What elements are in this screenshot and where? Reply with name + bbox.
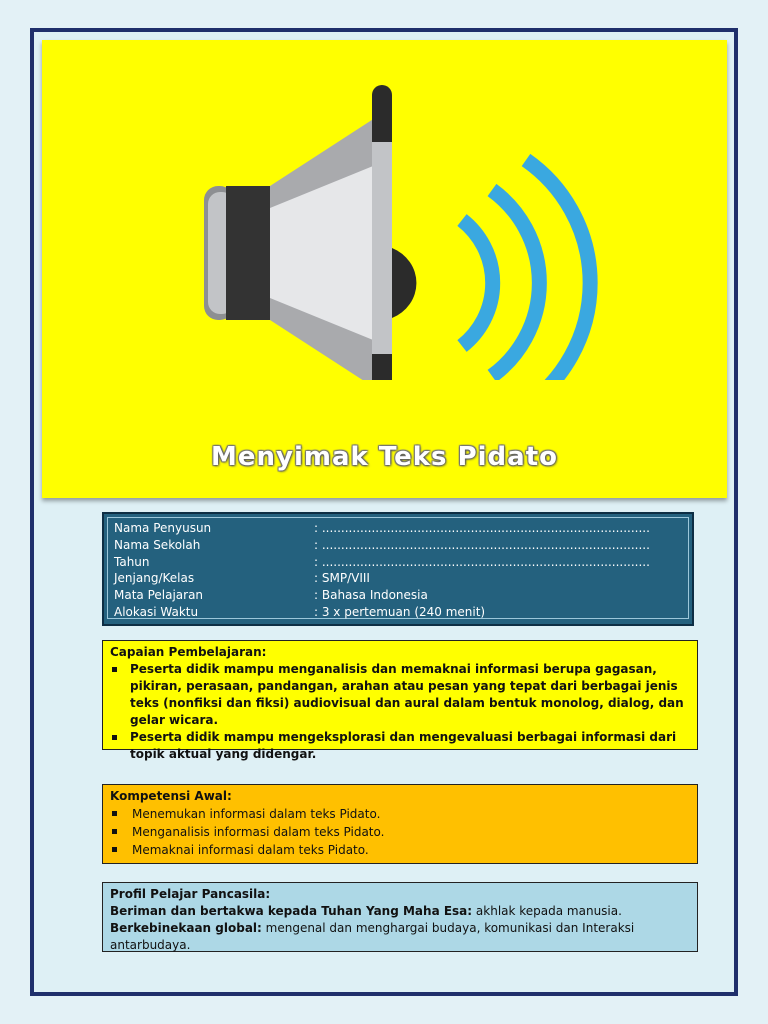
row-value: : SMP/VIII bbox=[314, 571, 370, 586]
row-value: : Bahasa Indonesia bbox=[314, 588, 428, 603]
bullet-icon bbox=[112, 847, 117, 852]
bullet-icon bbox=[112, 829, 117, 834]
row-value: : 3 x pertemuan (240 menit) bbox=[314, 604, 486, 619]
bullet-icon bbox=[112, 735, 117, 740]
table-row bbox=[114, 537, 682, 554]
list-item: Menemukan informasi dalam teks Pidato. bbox=[110, 805, 690, 823]
table-row bbox=[114, 587, 682, 604]
kompetensi-box bbox=[102, 784, 698, 864]
row-value: : ...................................................................................... bbox=[314, 537, 650, 552]
kompetensi-heading: Kompetensi Awal: bbox=[110, 789, 232, 803]
cover-title: Menyimak Teks Pidato bbox=[210, 442, 558, 472]
row-label: Tahun bbox=[114, 554, 150, 569]
row-value: : ...................................................................................... bbox=[314, 521, 650, 535]
profil-box bbox=[102, 882, 698, 952]
table-row bbox=[114, 554, 682, 571]
list-item: Memaknai informasi dalam teks Pidato. bbox=[110, 841, 690, 859]
list-item: Peserta didik mampu menganalisis dan memaknai informasi berupa gagasan, pikiran, perasaan, pandangan, arahan atau pesan yang tepat dari berbagai jenis teks (nonfiksi dan fiksi) audiovisual dan aural dalam bentuk monolog, dialog, dan gelar wicara. bbox=[110, 661, 690, 729]
cover-panel bbox=[42, 40, 727, 498]
row-label: Jenjang/Kelas bbox=[114, 571, 195, 586]
bullet-icon bbox=[112, 667, 117, 672]
capaian-box bbox=[102, 640, 698, 761]
row-label: Nama Sekolah bbox=[114, 537, 201, 552]
identity-table bbox=[102, 512, 694, 626]
list-item: Peserta didik mampu mengeksplorasi dan mengevaluasi berbagai informasi dari topik aktual yang didengar. bbox=[110, 729, 690, 763]
page-frame bbox=[30, 28, 738, 996]
profil-line: Berkebinekaan global: mengenal dan menghargai budaya, komunikasi dan Interaksi antarbudaya. bbox=[110, 921, 635, 952]
table-row bbox=[114, 570, 682, 587]
capaian-heading: Capaian Pembelajaran: bbox=[110, 645, 267, 659]
bullet-icon bbox=[112, 811, 117, 816]
list-item: Menganalisis informasi dalam teks Pidato. bbox=[110, 823, 690, 841]
speaker-volume-icon bbox=[192, 80, 622, 380]
row-label: Nama Penyusun bbox=[114, 521, 212, 535]
profil-line: Beriman dan bertakwa kepada Tuhan Yang Maha Esa: akhlak kepada manusia. bbox=[110, 904, 622, 918]
row-value: : ...................................................................................... bbox=[314, 554, 650, 569]
table-row bbox=[114, 520, 682, 537]
row-label: Mata Pelajaran bbox=[114, 588, 204, 603]
identity-table-inner bbox=[107, 517, 689, 619]
row-label: Alokasi Waktu bbox=[114, 604, 199, 619]
table-row bbox=[114, 604, 682, 621]
profil-heading: Profil Pelajar Pancasila: bbox=[110, 887, 271, 901]
